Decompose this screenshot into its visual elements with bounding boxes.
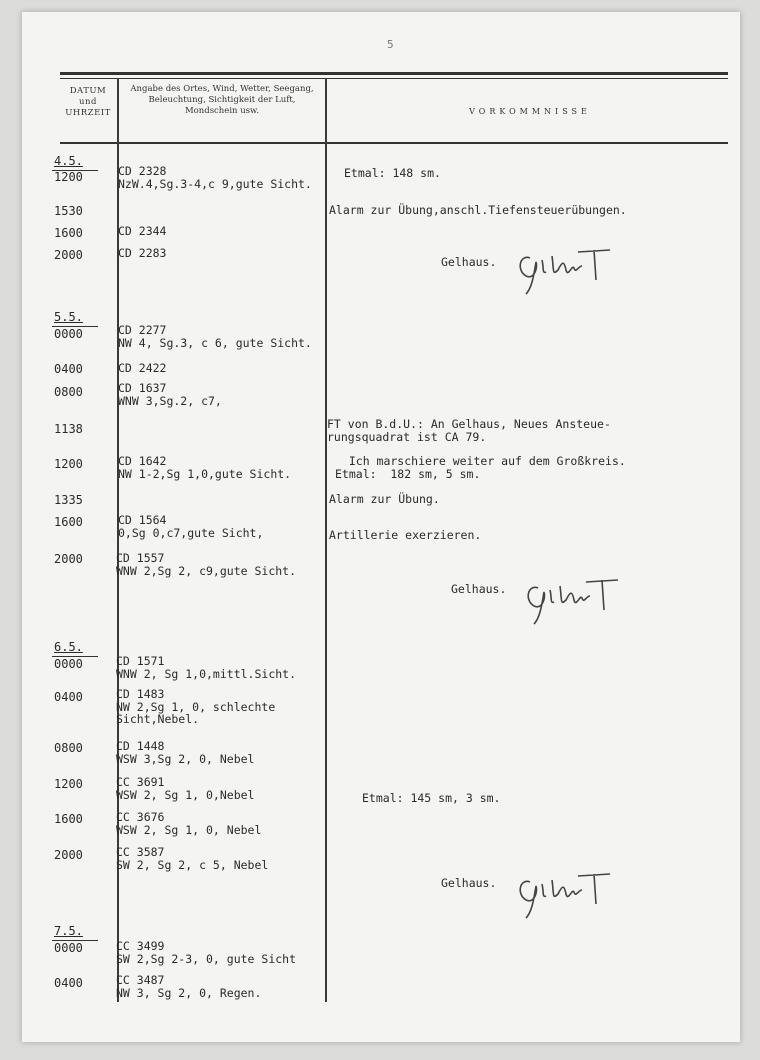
handwritten-signature — [512, 240, 622, 300]
location-weather-entry: CD 2328 NzW.4,Sg.3-4,c 9,gute Sicht. — [118, 164, 312, 191]
top-rule-thin — [60, 78, 728, 79]
date-label: 7.5. — [54, 924, 83, 938]
date-label: 4.5. — [54, 154, 83, 168]
column-divider-2 — [325, 78, 327, 1002]
time-entry: 1335 — [54, 493, 83, 507]
time-entry: 2000 — [54, 552, 83, 566]
header-bottom-rule — [60, 142, 728, 144]
event-entry: Etmal: 148 sm. — [344, 166, 441, 180]
event-entry: Alarm zur Übung,anschl.Tiefensteuerübungen. — [329, 203, 627, 217]
logbook-page — [22, 12, 740, 1042]
top-double-rule — [60, 72, 728, 75]
location-weather-entry: CC 3487 NW 3, Sg 2, 0, Regen. — [116, 973, 262, 1000]
location-weather-entry: CC 3587 SW 2, Sg 2, c 5, Nebel — [116, 845, 269, 872]
location-weather-entry: CC 3499 SW 2,Sg 2-3, 0, gute Sicht — [116, 939, 297, 966]
time-entry: 0000 — [54, 657, 83, 671]
date-label: 5.5. — [54, 310, 83, 324]
time-entry: 1530 — [54, 204, 83, 218]
location-weather-entry: CD 1483 NW 2,Sg 1, 0, schlechte Sicht,Nebel. — [116, 687, 276, 726]
time-entry: 1600 — [54, 226, 83, 240]
time-entry: 2000 — [54, 848, 83, 862]
signature-name: Gelhaus. — [441, 876, 497, 890]
location-weather-entry: CD 2422 — [118, 361, 167, 375]
time-entry: 1600 — [54, 812, 83, 826]
location-weather-entry: CD 1448 WSW 3,Sg 2, 0, Nebel — [116, 739, 255, 766]
location-weather-entry: CC 3676 WSW 2, Sg 1, 0, Nebel — [116, 810, 262, 837]
event-entry: Ich marschiere weiter auf dem Großkreis. Etmal: 182 sm, 5 sm. — [335, 454, 626, 481]
header-location-weather: Angabe des Ortes, Wind, Wetter, Seegang, Beleuchtung, Sichtigkeit der Luft, Mondschein usw. — [130, 84, 314, 116]
time-entry: 1200 — [54, 457, 83, 471]
time-entry: 0000 — [54, 327, 83, 341]
location-weather-entry: CD 1557 WNW 2,Sg 2, c9,gute Sicht. — [116, 551, 297, 578]
time-entry: 0400 — [54, 690, 83, 704]
location-weather-entry: CD 1642 NW 1-2,Sg 1,0,gute Sicht. — [118, 454, 292, 481]
time-entry: 0800 — [54, 385, 83, 399]
page-number: 5 — [387, 38, 394, 51]
location-weather-entry: CC 3691 WSW 2, Sg 1, 0,Nebel — [116, 775, 255, 802]
time-entry: 0400 — [54, 976, 83, 990]
time-entry: 0000 — [54, 941, 83, 955]
header-date-time: DATUM und UHRZEIT — [65, 86, 111, 118]
handwritten-signature — [512, 864, 622, 924]
location-weather-entry: CD 2277 NW 4, Sg.3, c 6, gute Sicht. — [118, 323, 312, 350]
event-entry: Artillerie exerzieren. — [329, 528, 482, 542]
handwritten-signature — [520, 570, 630, 630]
time-entry: 1200 — [54, 170, 83, 184]
time-entry: 0400 — [54, 362, 83, 376]
header-events: VORKOMMNISSE — [469, 107, 591, 116]
location-weather-entry: CD 2283 — [118, 246, 167, 260]
signature-name: Gelhaus. — [441, 255, 497, 269]
location-weather-entry: CD 1564 0,Sg 0,c7,gute Sicht, — [118, 513, 264, 540]
time-entry: 1600 — [54, 515, 83, 529]
signature-name: Gelhaus. — [451, 582, 507, 596]
date-label: 6.5. — [54, 640, 83, 654]
location-weather-entry: CD 2344 — [118, 224, 167, 238]
event-entry: FT von B.d.U.: An Gelhaus, Neues Ansteue- rungsquadrat ist CA 79. — [327, 417, 611, 444]
event-entry: Etmal: 145 sm, 3 sm. — [362, 791, 501, 805]
time-entry: 1200 — [54, 777, 83, 791]
event-entry: Alarm zur Übung. — [329, 492, 440, 506]
location-weather-entry: CD 1571 WNW 2, Sg 1,0,mittl.Sicht. — [116, 654, 297, 681]
time-entry: 1138 — [54, 422, 83, 436]
time-entry: 0800 — [54, 741, 83, 755]
time-entry: 2000 — [54, 248, 83, 262]
location-weather-entry: CD 1637 WNW 3,Sg.2, c7, — [118, 381, 222, 408]
